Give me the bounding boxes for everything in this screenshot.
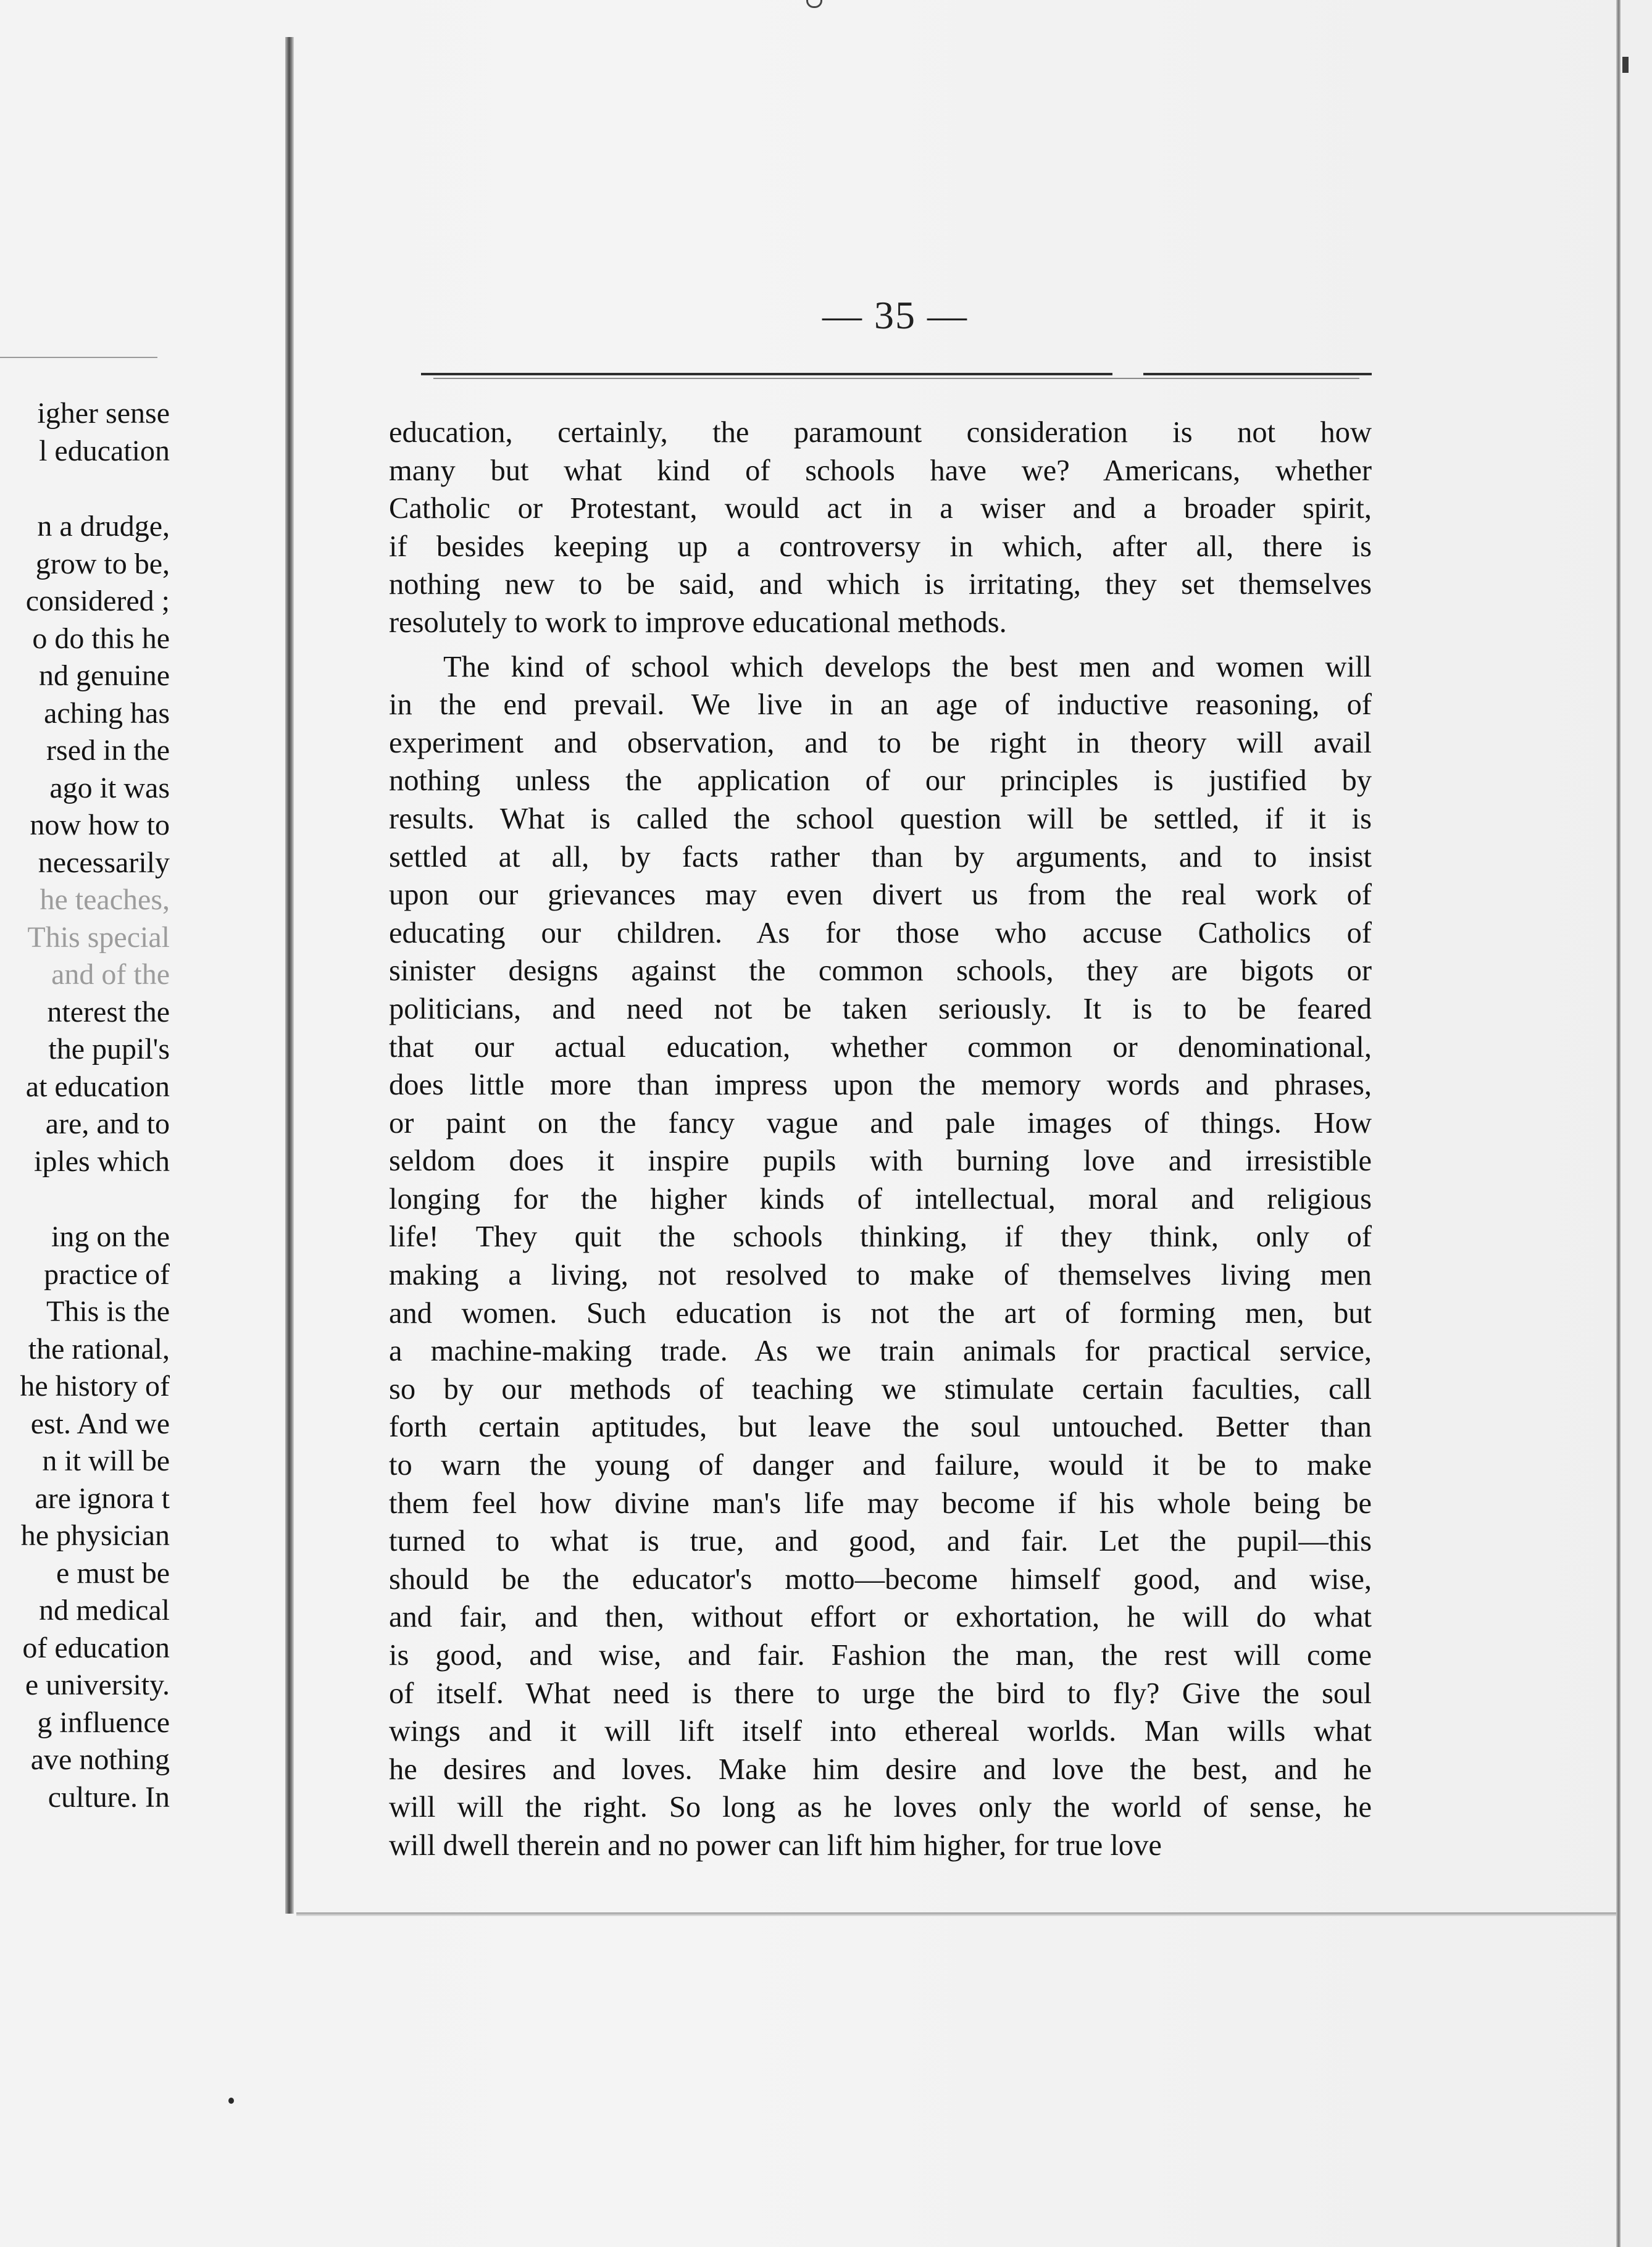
left-text-line: igher sense (37, 397, 170, 430)
text-line: wings and it will lift itself into ethereal worlds. Man wills what (389, 1715, 1372, 1748)
text-line: so by our methods of teaching we stimulate certain faculties, call (389, 1372, 1372, 1406)
left-text-line: the rational, (28, 1332, 170, 1365)
text-line: is good, and wise, and fair. Fashion the man, the rest will come (389, 1639, 1372, 1672)
text-line: Catholic or Protestant, would act in a wiser and a broader spirit, (389, 492, 1372, 525)
text-line: of itself. What need is there to urge the bird to fly? Give the soul (389, 1677, 1372, 1710)
left-text-line: ing on the (51, 1220, 170, 1253)
left-text-line: culture. In (48, 1780, 170, 1814)
text-line: them feel how divine man's life may become if his whole being be (389, 1486, 1372, 1520)
text-line: settled at all, by facts rather than by arguments, and to insist (389, 840, 1372, 873)
text-line: that our actual education, whether common or denominational, (389, 1030, 1372, 1064)
text-line: he desires and loves. Make him desire and love the best, and he (389, 1753, 1372, 1786)
text-line: longing for the higher kinds of intellectual, moral and religious (389, 1182, 1372, 1215)
left-text-line: he history of (20, 1370, 170, 1403)
left-text-line: and of the (51, 958, 170, 991)
text-line: to warn the young of danger and failure, would it be to make (389, 1449, 1372, 1482)
left-text-line: e university. (25, 1669, 170, 1701)
page-right-edge (1616, 0, 1621, 2247)
paragraph-gap (389, 642, 1372, 648)
header-rule-thin (433, 378, 1359, 379)
left-text-line: e must be (56, 1556, 170, 1590)
text-line: in the end prevail. We live in an age of inductive reasoning, of (389, 688, 1372, 722)
left-text-line: now how to (30, 809, 170, 841)
left-text-line: n a drudge, (37, 510, 170, 543)
page-body-text (389, 414, 1372, 1865)
left-text-line: nd medical (39, 1594, 170, 1627)
text-line: will will the right. So long as he loves only the world of sense, he (389, 1791, 1372, 1824)
text-line: educating our children. As for those who accuse Catholics of (389, 916, 1372, 949)
left-page-fragment (0, 0, 290, 2247)
text-line: making a living, not resolved to make of themselves living men (389, 1259, 1372, 1292)
left-text-line: are ignora t (35, 1482, 170, 1515)
left-text-line: at education (25, 1070, 170, 1103)
corner-mark (1622, 57, 1629, 73)
left-text-line: This is the (46, 1295, 170, 1328)
text-line: does little more than impress upon the memory words and phrases, (389, 1069, 1372, 1102)
text-line: sinister designs against the common schools, they are bigots or (389, 954, 1372, 988)
left-text-line: necessarily (38, 846, 170, 879)
text-line: life! They quit the schools thinking, if they think, only of (389, 1220, 1372, 1254)
text-line: if besides keeping up a controversy in which, after all, there is (389, 530, 1372, 563)
text-line: a machine-making trade. As we train animals for practical service, (389, 1335, 1372, 1368)
text-line: and women. Such education is not the art of forming men, but (389, 1296, 1372, 1330)
left-page-text (0, 395, 170, 1816)
text-line: education, certainly, the paramount consideration is not how (389, 416, 1372, 449)
left-header-rule (0, 357, 157, 358)
text-line: resolutely to work to improve educational methods. (389, 606, 1007, 639)
left-text-line: o do this he (32, 622, 170, 655)
left-text-line: ago it was (49, 771, 170, 804)
text-line: experiment and observation, and to be right in theory will avail (389, 726, 1372, 759)
left-text-line: considered ; (25, 585, 170, 617)
left-paragraph-gap (0, 1180, 170, 1219)
text-line: should be the educator's motto—become himself good, and wise, (389, 1562, 1372, 1596)
left-text-line: the pupil's (48, 1033, 170, 1065)
left-text-line: he teaches, (40, 883, 170, 916)
left-text-line: nd genuine (39, 659, 170, 692)
left-paragraph-gap (0, 470, 170, 508)
text-line: results. What is called the school question will be settled, if it is (389, 802, 1372, 835)
text-line: nothing unless the application of our principles is justified by (389, 764, 1372, 798)
text-line: or paint on the fancy vague and pale images of things. How (389, 1106, 1372, 1140)
header-rule-thick (421, 373, 1112, 375)
page-number: — 35 — (822, 293, 968, 337)
text-line: nothing new to be said, and which is irritating, they set themselves (389, 568, 1372, 601)
left-text-line: aching has (44, 696, 170, 730)
text-line: seldom does it inspire pupils with burning love and irresistible (389, 1144, 1372, 1178)
page-bottom-edge (296, 1912, 1617, 1916)
header-rule-thick-right (1143, 373, 1372, 375)
header-rule (421, 373, 1372, 380)
text-line: upon our grievances may even divert us from the real work of (389, 878, 1372, 912)
left-text-line: are, and to (45, 1107, 170, 1140)
left-text-line: nterest the (47, 995, 170, 1028)
text-line: turned to what is true, and good, and fair. Let the pupil—this (389, 1525, 1372, 1558)
text-line: forth certain aptitudes, but leave the soul untouched. Better than (389, 1411, 1372, 1444)
left-text-line: g influence (37, 1706, 170, 1739)
ink-dot (228, 2098, 234, 2104)
book-gutter (285, 37, 294, 1914)
left-text-line: ave nothing (30, 1743, 170, 1776)
text-line: will dwell therein and no power can lift him higher, for true love (389, 1828, 1162, 1862)
left-text-line: of education (22, 1631, 170, 1664)
left-text-line: This special (27, 920, 170, 954)
left-text-line: l education (39, 434, 170, 467)
left-text-line: est. And we (30, 1407, 170, 1440)
text-line: The kind of school which develops the best men and women will (443, 650, 1372, 683)
left-text-line: n it will be (42, 1444, 170, 1477)
text-line: politicians, and need not be taken seriously. It is to be feared (389, 992, 1372, 1025)
left-text-line: practice of (44, 1257, 170, 1291)
left-text-line: rsed in the (46, 734, 170, 767)
left-text-line: grow to be, (35, 547, 170, 580)
left-text-line: iples which (34, 1144, 170, 1178)
text-line: many but what kind of schools have we? Americans, whether (389, 454, 1372, 487)
text-line: and fair, and then, without effort or exhortation, he will do what (389, 1601, 1372, 1634)
left-text-line: he physician (20, 1519, 170, 1552)
